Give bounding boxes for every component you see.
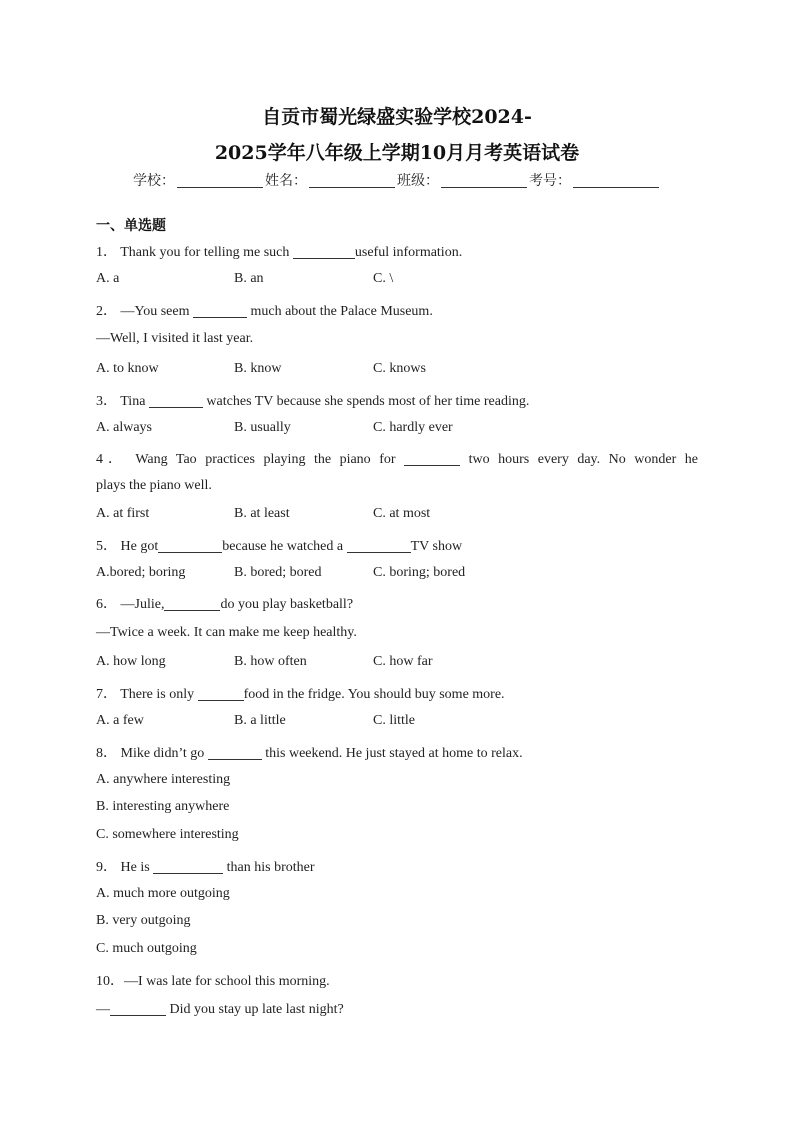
- answer-blank[interactable]: [404, 451, 460, 466]
- option-c[interactable]: C. knows: [373, 361, 426, 376]
- option-a[interactable]: A. anywhere interesting: [96, 772, 231, 787]
- question-number: 8．: [96, 746, 117, 761]
- answer-blank[interactable]: [158, 538, 222, 553]
- question-10-line2: [96, 1001, 344, 1018]
- question-8: [96, 742, 523, 762]
- question-number: 4．: [96, 452, 128, 467]
- option-a[interactable]: A. much more outgoing: [96, 886, 230, 901]
- question-4-line2: plays the piano well.: [96, 478, 212, 493]
- option-b[interactable]: B. at least: [234, 506, 290, 521]
- question-text: He is: [120, 860, 150, 875]
- class-blank[interactable]: [441, 173, 527, 188]
- question-text: He got: [120, 539, 159, 554]
- option-a[interactable]: A. a: [96, 271, 120, 286]
- answer-blank[interactable]: [193, 303, 247, 318]
- option-b[interactable]: B. a little: [234, 713, 286, 728]
- question-6: [96, 593, 353, 613]
- question-text: There is only: [120, 687, 195, 702]
- question-10: [96, 970, 330, 990]
- question-text: useful information.: [354, 245, 463, 260]
- option-c[interactable]: C. \: [373, 271, 394, 286]
- question-text: this weekend. He just stayed at home to relax.: [265, 746, 523, 761]
- option-b[interactable]: B. very outgoing: [96, 913, 191, 928]
- question-number: 2．: [96, 304, 117, 319]
- question-1: [96, 241, 462, 261]
- question-number: 7．: [96, 687, 117, 702]
- name-label: 姓名：: [265, 173, 307, 189]
- question-2-line2: —Well, I visited it last year.: [96, 331, 254, 346]
- option-b[interactable]: B. an: [234, 271, 264, 286]
- class-label: 班级：: [397, 173, 439, 189]
- question-number: 9．: [96, 860, 117, 875]
- option-a[interactable]: A. at first: [96, 506, 150, 521]
- exam-title-line2: 2025学年八年级上学期10月月考英语试卷: [214, 142, 580, 164]
- question-text: than his brother: [226, 860, 315, 875]
- option-a[interactable]: A. a few: [96, 713, 144, 728]
- question-9: [96, 856, 315, 876]
- exam-no-label: 考号：: [529, 173, 571, 189]
- question-text: Mike didn’t go: [120, 746, 205, 761]
- option-c[interactable]: C. much outgoing: [96, 941, 197, 956]
- section-heading: 一、单选题: [96, 218, 166, 234]
- question-text: —I was late for school this morning.: [124, 974, 330, 989]
- question-number: 1．: [96, 245, 117, 260]
- exam-title-line1: 自贡市蜀光绿盛实验学校2024-: [262, 106, 532, 128]
- option-b[interactable]: B. how often: [234, 654, 307, 669]
- answer-blank[interactable]: [149, 393, 203, 408]
- question-text: because he watched a: [222, 539, 344, 554]
- option-a[interactable]: A. always: [96, 420, 152, 435]
- option-a[interactable]: A.bored; boring: [96, 565, 186, 580]
- question-text: TV show: [410, 539, 463, 554]
- answer-blank[interactable]: [198, 686, 244, 701]
- question-text: —: [96, 1002, 110, 1017]
- question-number: 5．: [96, 539, 117, 554]
- option-c[interactable]: C. hardly ever: [373, 420, 453, 435]
- answer-blank[interactable]: [293, 244, 355, 259]
- option-c[interactable]: C. boring; bored: [373, 565, 466, 580]
- option-b[interactable]: B. usually: [234, 420, 291, 435]
- question-text: much about the Palace Museum.: [250, 304, 433, 319]
- answer-blank[interactable]: [110, 1001, 166, 1016]
- option-b[interactable]: B. know: [234, 361, 282, 376]
- option-b[interactable]: B. bored; bored: [234, 565, 322, 580]
- question-text: two hours every day. No wonder he: [468, 452, 699, 467]
- option-c[interactable]: C. somewhere interesting: [96, 827, 239, 842]
- question-7: [96, 683, 505, 703]
- question-number: 3．: [96, 394, 117, 409]
- student-info-row: [0, 170, 794, 190]
- question-5: [96, 535, 462, 555]
- question-text: Thank you for telling me such: [120, 245, 290, 260]
- option-a[interactable]: A. to know: [96, 361, 159, 376]
- option-c[interactable]: C. at most: [373, 506, 431, 521]
- question-number: 6．: [96, 597, 117, 612]
- question-number: 10．: [96, 974, 124, 989]
- option-a[interactable]: A. how long: [96, 654, 166, 669]
- option-c[interactable]: C. little: [373, 713, 415, 728]
- question-2: [96, 300, 433, 320]
- question-text: Did you stay up late last night?: [169, 1002, 344, 1017]
- question-text: food in the fridge. You should buy some more.: [243, 687, 505, 702]
- option-b[interactable]: B. interesting anywhere: [96, 799, 230, 814]
- question-text: Wang Tao practices playing the piano for: [135, 452, 396, 467]
- question-6-line2: —Twice a week. It can make me keep healthy.: [96, 625, 357, 640]
- answer-blank[interactable]: [164, 596, 220, 611]
- option-c[interactable]: C. how far: [373, 654, 433, 669]
- question-text: —Julie,: [120, 597, 165, 612]
- name-blank[interactable]: [309, 173, 395, 188]
- school-blank[interactable]: [177, 173, 263, 188]
- question-4: [96, 448, 698, 468]
- question-text: do you play basketball?: [220, 597, 354, 612]
- answer-blank[interactable]: [347, 538, 411, 553]
- answer-blank[interactable]: [208, 745, 262, 760]
- school-label: 学校：: [133, 173, 175, 189]
- question-3: [96, 390, 529, 410]
- question-text: Tina: [120, 394, 146, 409]
- question-text: watches TV because she spends most of her time reading.: [206, 394, 530, 409]
- answer-blank[interactable]: [153, 859, 223, 874]
- question-text: —You seem: [120, 304, 190, 319]
- exam-no-blank[interactable]: [573, 173, 659, 188]
